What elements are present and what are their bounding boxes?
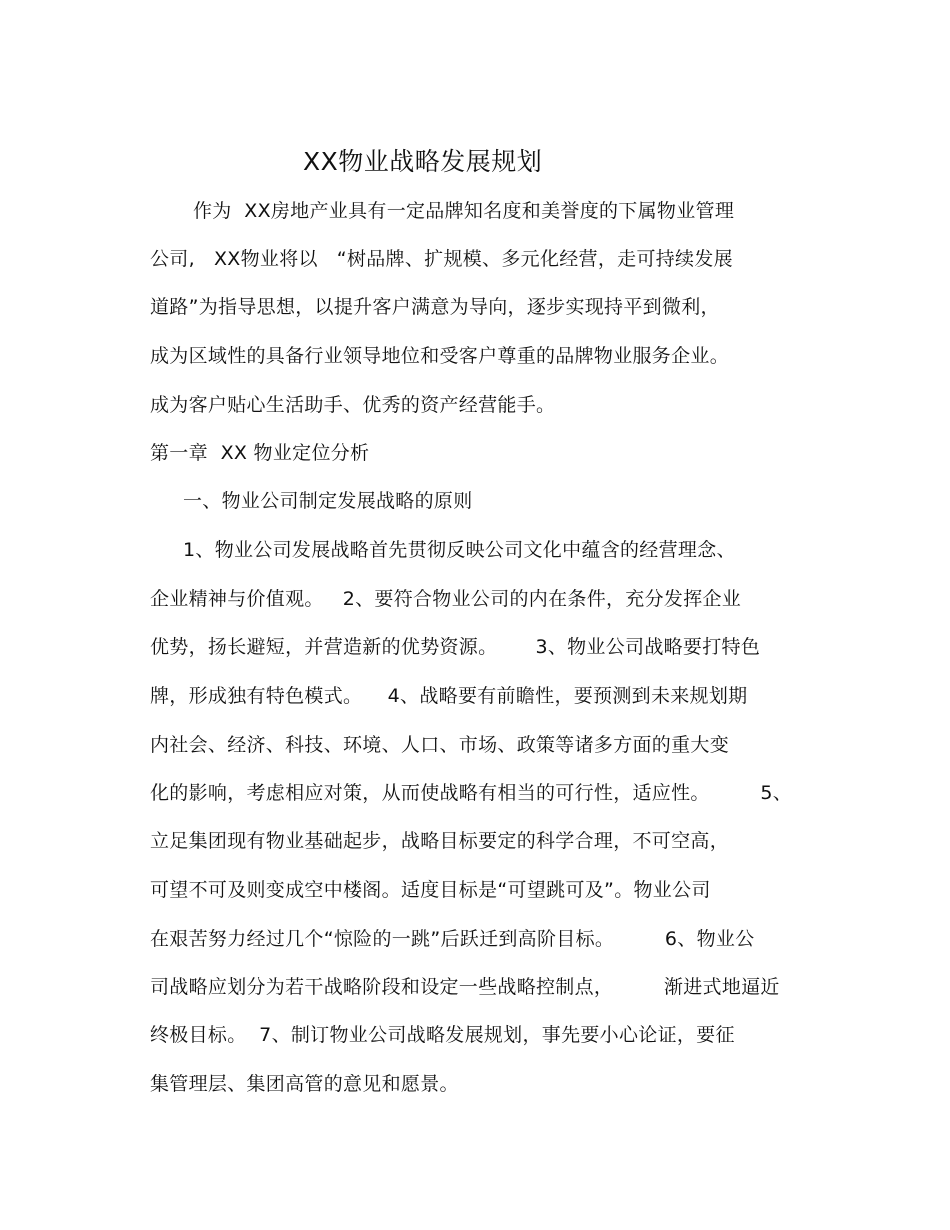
body-line-18: 终极目标。 7、制订物业公司战略发展规划，事先要小心论证，要征 — [150, 1024, 735, 1046]
body-line-11: 牌，形成独有特色模式。 4、战略要有前瞻性，要预测到未来规划期 — [150, 685, 748, 707]
body-line-8: 1、物业公司发展战略首先贯彻反映公司文化中蕴含的经营理念、 — [183, 539, 736, 561]
body-line-12: 内社会、经济、科技、环境、人口、市场、政策等诸多方面的重大变 — [150, 734, 730, 756]
body-line-15: 可望不可及则变成空中楼阁。适度目标是“可望跳可及”。物业公司 — [150, 879, 711, 901]
body-line-3: 道路”为指导思想，以提升客户满意为导向，逐步实现持平到微利， — [150, 296, 720, 318]
body-line-4: 成为区域性的具备行业领导地位和受客户尊重的品牌物业服务企业。 — [150, 345, 730, 367]
body-line-19: 集管理层、集团高管的意见和愿景。 — [150, 1073, 459, 1095]
body-line-14: 立足集团现有物业基础起步，战略目标要定的科学合理，不可空高， — [150, 830, 730, 852]
body-line-16: 在艰苦努力经过几个“惊险的一跳”后跃迁到高阶目标。 6、物业公 — [150, 928, 755, 950]
body-line-9: 企业精神与价值观。 2、要符合物业公司的内在条件，充分发挥企业 — [150, 588, 742, 610]
body-line-10: 优势，扬长避短，并营造新的优势资源。 3、物业公司战略要打特色 — [150, 636, 761, 658]
body-line-2: 公司, XX物业将以 “树品牌、扩规模、多元化经营，走可持续发展 — [150, 248, 733, 270]
body-line-13: 化的影响，考虑相应对策，从而使战略有相当的可行性，适应性。 5、 — [150, 782, 793, 804]
body-line-1: 作为 XX房地产业具有一定品牌知名度和美誉度的下属物业管理 — [193, 200, 735, 222]
body-line-5: 成为客户贴心生活助手、优秀的资产经营能手。 — [150, 394, 556, 416]
body-line-17: 司战略应划分为若干战略阶段和设定一些战略控制点， 渐进式地逼近 — [150, 976, 780, 998]
chapter-heading: 第一章 XX 物业定位分析 — [150, 442, 370, 464]
section-heading: 一、物业公司制定发展战略的原则 — [183, 490, 473, 512]
document-title: XX物业战略发展规划 — [303, 147, 543, 176]
